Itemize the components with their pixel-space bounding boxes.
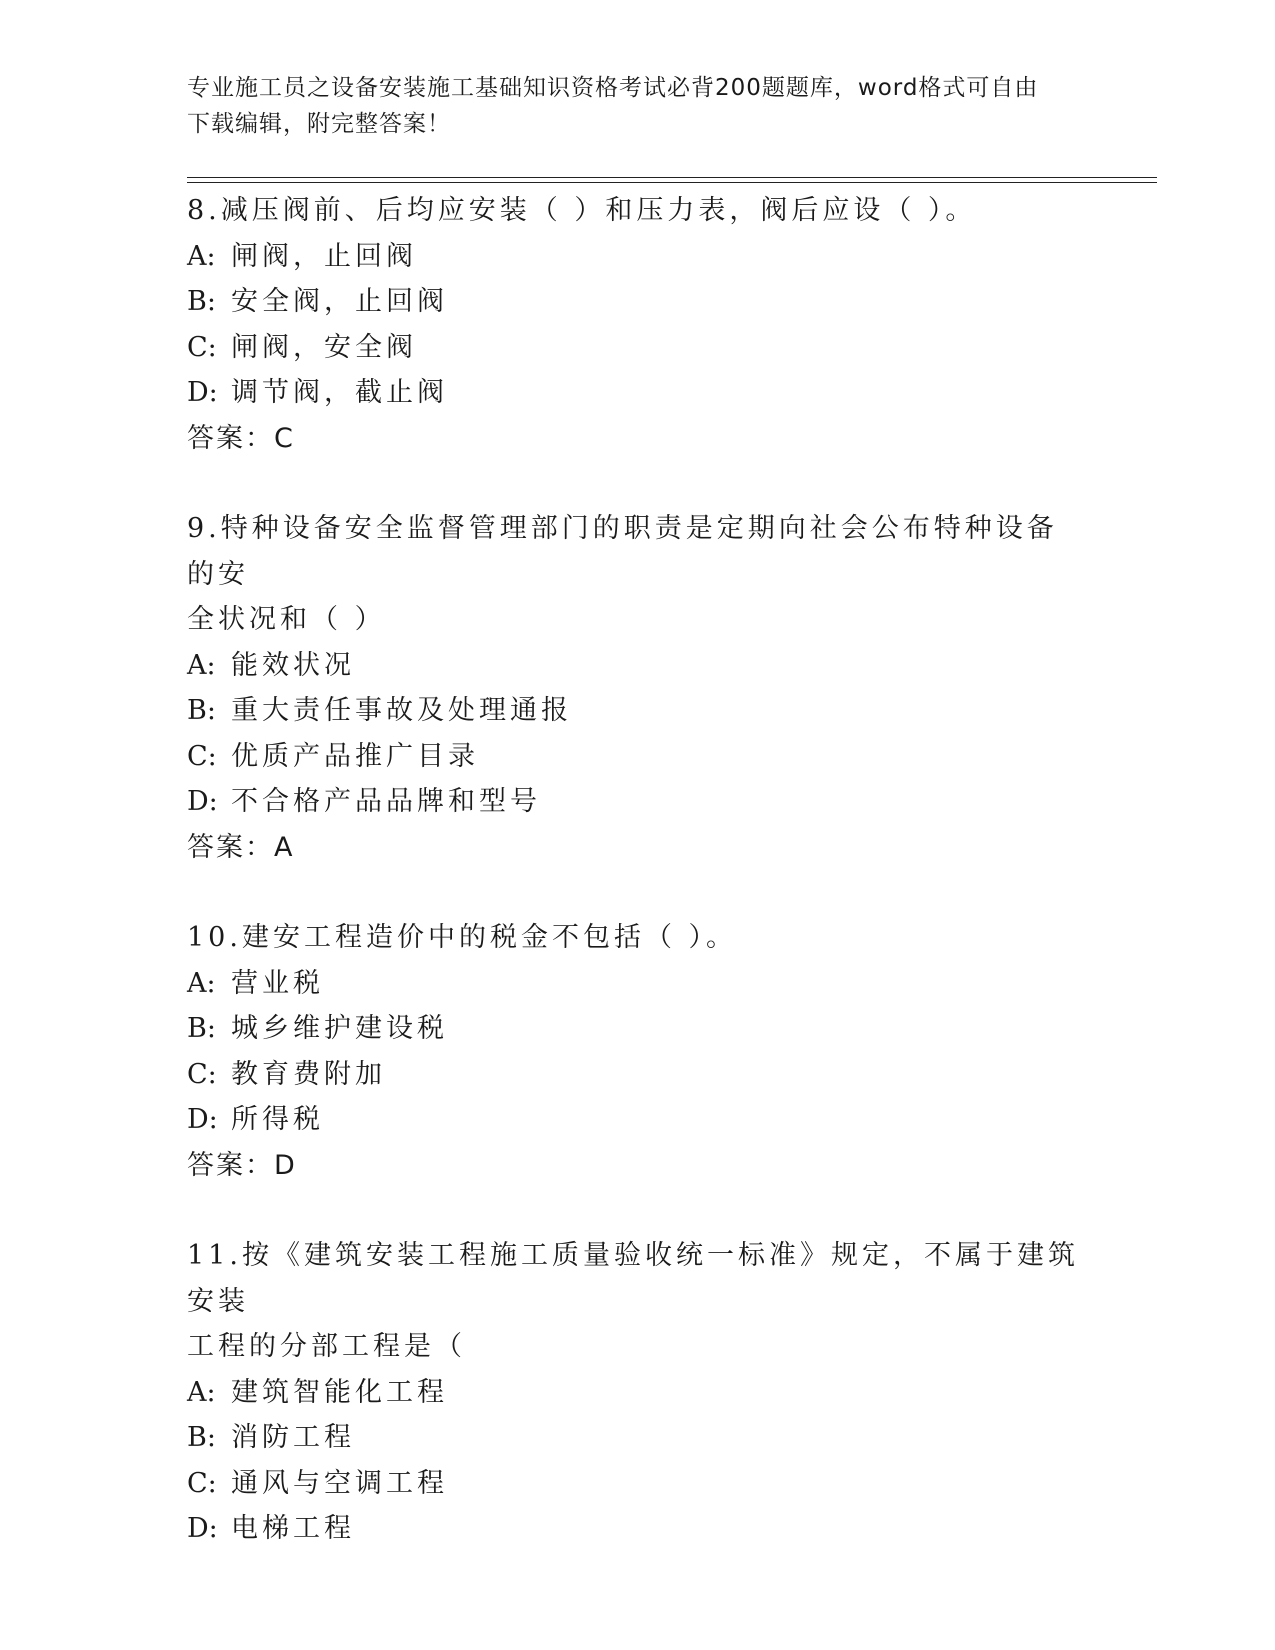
option-d: [187, 1097, 1087, 1143]
question-item: [187, 1233, 1087, 1552]
option-label: C:: [187, 740, 217, 772]
option-label: D:: [187, 1104, 218, 1135]
option-text: 调节阀，截止阀: [231, 377, 448, 408]
option-c: [187, 1052, 1087, 1098]
option-d: [187, 1506, 1087, 1552]
option-text: 所得税: [231, 1104, 324, 1135]
option-label: C:: [187, 1058, 217, 1090]
option-text: 教育费附加: [231, 1058, 386, 1090]
option-b: [187, 1415, 1087, 1461]
option-d: [187, 370, 1087, 416]
option-c: [187, 325, 1087, 371]
option-label: D:: [187, 1513, 218, 1544]
option-b: [187, 279, 1087, 325]
option-text: 闸阀，止回阀: [231, 240, 417, 272]
option-text: 重大责任事故及处理通报: [231, 695, 572, 726]
option-label: B:: [187, 695, 216, 726]
option-b: [187, 688, 1087, 734]
option-label: C:: [187, 1467, 217, 1499]
option-text: 优质产品推广目录: [231, 740, 479, 772]
question-stem-continued: 全状况和（ ）: [187, 604, 386, 635]
question-item: [187, 915, 1087, 1188]
option-text: 营业税: [231, 967, 324, 999]
option-label: B:: [187, 286, 216, 317]
header-line-2: 下载编辑，附完整答案！: [187, 111, 451, 137]
option-label: D:: [187, 377, 218, 408]
option-label: A:: [187, 240, 216, 272]
option-label: D:: [187, 786, 218, 817]
option-c: [187, 734, 1087, 780]
option-text: 电梯工程: [231, 1513, 355, 1544]
option-label: A:: [187, 967, 216, 999]
question-item: [187, 506, 1087, 870]
option-text: 通风与空调工程: [231, 1467, 448, 1499]
question-stem: 8.减压阀前、后均应安装（ ）和压力表，阀后应设（ ）。: [187, 195, 977, 226]
option-d: [187, 779, 1087, 825]
option-text: 消防工程: [231, 1422, 355, 1453]
answer-line: 答案：D: [187, 1149, 297, 1181]
option-text: 能效状况: [231, 649, 355, 681]
option-label: C:: [187, 331, 217, 363]
question-list: [187, 188, 1087, 1597]
option-text: 不合格产品品牌和型号: [231, 786, 541, 817]
answer-line: 答案：A: [187, 831, 295, 863]
option-label: A:: [187, 1376, 216, 1408]
option-label: B:: [187, 1422, 216, 1453]
option-text: 闸阀，安全阀: [231, 331, 417, 363]
option-label: A:: [187, 649, 216, 681]
option-text: 安全阀，止回阀: [231, 286, 448, 317]
option-a: [187, 234, 1087, 280]
option-b: [187, 1006, 1087, 1052]
question-stem: 11.按《建筑安装工程施工质量验收统一标准》规定，不属于建筑安装: [187, 1240, 1079, 1317]
header-line-1: 专业施工员之设备安装施工基础知识资格考试必背200题题库，word格式可自由: [187, 75, 1039, 101]
option-a: [187, 1370, 1087, 1416]
question-stem: 10.建安工程造价中的税金不包括（ ）。: [187, 922, 738, 953]
question-stem-continued: 工程的分部工程是（: [187, 1331, 466, 1362]
option-c: [187, 1461, 1087, 1507]
option-text: 城乡维护建设税: [231, 1013, 448, 1044]
document-header: [187, 70, 1087, 142]
header-divider-bottom: [187, 182, 1157, 183]
option-a: [187, 961, 1087, 1007]
question-stem: 9.特种设备安全监督管理部门的职责是定期向社会公布特种设备的安: [187, 513, 1058, 590]
option-text: 建筑智能化工程: [231, 1376, 448, 1408]
header-divider-top: [187, 177, 1157, 178]
answer-line: 答案：C: [187, 422, 295, 454]
option-label: B:: [187, 1013, 216, 1044]
question-item: [187, 188, 1087, 461]
option-a: [187, 643, 1087, 689]
